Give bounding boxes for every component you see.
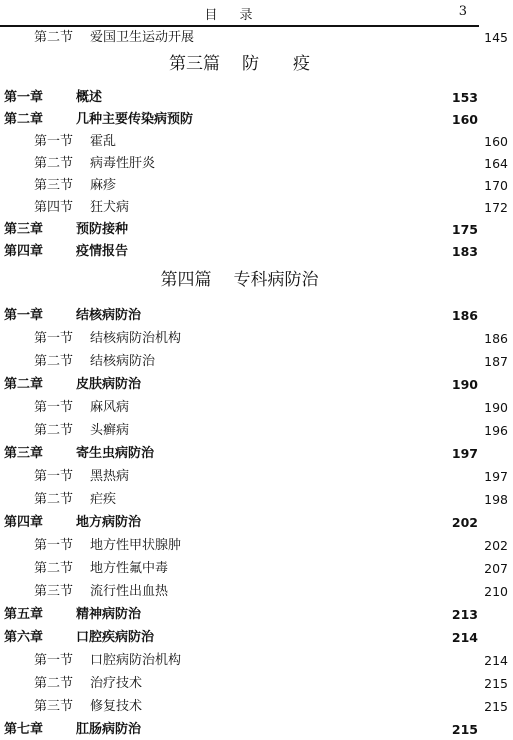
page-header xyxy=(0,0,479,28)
toc-chapter-entry[interactable] xyxy=(0,242,483,262)
toc-section-entry[interactable] xyxy=(0,467,513,487)
entry-title: 霍乱 xyxy=(90,134,117,149)
entry-number: 第二节 xyxy=(34,492,74,507)
toc-section-entry[interactable] xyxy=(0,398,513,418)
entry-page: 160 xyxy=(484,134,508,149)
toc-section-entry[interactable] xyxy=(0,559,513,579)
entry-number: 第一节 xyxy=(34,331,74,346)
toc-chapter-entry[interactable] xyxy=(0,444,483,464)
toc-section-entry[interactable] xyxy=(0,176,513,196)
entry-number: 第二章 xyxy=(4,112,44,127)
dot-leader xyxy=(130,242,450,262)
entry-title: 疫情报告 xyxy=(76,244,129,259)
entry-title: 头癣病 xyxy=(90,423,130,438)
entry-page: 196 xyxy=(484,423,508,438)
dot-leader xyxy=(131,198,482,218)
entry-title: 寄生虫病防治 xyxy=(76,446,155,461)
dot-leader xyxy=(131,421,482,441)
entry-title: 爱国卫生运动开展 xyxy=(90,30,195,45)
entry-page: 215 xyxy=(484,676,508,691)
entry-page: 197 xyxy=(451,446,478,461)
part-number: 第四篇 xyxy=(160,270,212,290)
entry-title: 预防接种 xyxy=(76,222,129,237)
toc-section-entry[interactable] xyxy=(0,697,513,717)
part-title: 防 疫 xyxy=(242,54,310,74)
dot-leader xyxy=(131,467,482,487)
entry-title: 修复技术 xyxy=(90,699,143,714)
dot-leader xyxy=(143,375,450,395)
entry-number: 第三节 xyxy=(34,584,74,599)
entry-number: 第一节 xyxy=(34,469,74,484)
entry-number: 第三节 xyxy=(34,699,74,714)
entry-number: 第一节 xyxy=(34,538,74,553)
entry-page: 164 xyxy=(484,156,508,171)
entry-title: 地方病防治 xyxy=(76,515,142,530)
entry-number: 第二节 xyxy=(34,561,74,576)
entry-page: 202 xyxy=(451,515,478,530)
toc-chapter-entry[interactable] xyxy=(0,375,483,395)
toc-section-entry[interactable] xyxy=(0,329,513,349)
dot-leader xyxy=(143,513,450,533)
dot-leader xyxy=(118,490,482,510)
entry-page: 183 xyxy=(451,244,478,259)
entry-title: 概述 xyxy=(76,90,103,105)
entry-number: 第二节 xyxy=(34,30,74,45)
entry-title: 流行性出血热 xyxy=(90,584,169,599)
dot-leader xyxy=(143,720,450,740)
dot-leader xyxy=(131,398,482,418)
toc-section-entry[interactable] xyxy=(0,352,513,372)
toc-section-entry[interactable] xyxy=(0,536,513,556)
dot-leader xyxy=(144,674,482,694)
entry-title: 麻风病 xyxy=(90,400,130,415)
entry-number: 第四节 xyxy=(34,200,74,215)
entry-title: 结核病防治机构 xyxy=(90,331,182,346)
entry-page: 214 xyxy=(484,653,508,668)
dot-leader xyxy=(196,28,482,48)
entry-number: 第二节 xyxy=(34,423,74,438)
entry-page: 214 xyxy=(451,630,478,645)
entry-number: 第一节 xyxy=(34,400,74,415)
entry-number: 第五章 xyxy=(4,607,44,622)
entry-number: 第三章 xyxy=(4,446,44,461)
toc-section-entry[interactable] xyxy=(0,154,513,174)
toc-section-entry[interactable] xyxy=(0,28,513,48)
part-heading xyxy=(0,266,479,294)
entry-page: 202 xyxy=(484,538,508,553)
entry-page: 186 xyxy=(451,308,478,323)
entry-title: 结核病防治 xyxy=(90,354,156,369)
entry-title: 病毒性肝炎 xyxy=(90,156,156,171)
dot-leader xyxy=(195,110,450,130)
dot-leader xyxy=(183,329,482,349)
toc-chapter-entry[interactable] xyxy=(0,720,483,740)
entry-title: 精神病防治 xyxy=(76,607,142,622)
entry-title: 麻疹 xyxy=(90,178,117,193)
entry-title: 地方性甲状腺肿 xyxy=(90,538,182,553)
dot-leader xyxy=(170,582,482,602)
entry-page: 160 xyxy=(451,112,478,127)
entry-page: 190 xyxy=(484,400,508,415)
toc-chapter-entry[interactable] xyxy=(0,628,483,648)
entry-number: 第一节 xyxy=(34,653,74,668)
dot-leader xyxy=(183,536,482,556)
entry-number: 第六章 xyxy=(4,630,44,645)
entry-page: 215 xyxy=(451,722,478,737)
entry-number: 第一章 xyxy=(4,90,44,105)
entry-page: 210 xyxy=(484,584,508,599)
dot-leader xyxy=(144,697,482,717)
toc-section-entry[interactable] xyxy=(0,490,513,510)
toc-chapter-entry[interactable] xyxy=(0,306,483,326)
dot-leader xyxy=(118,176,482,196)
entry-title: 皮肤病防治 xyxy=(76,377,142,392)
entry-page: 175 xyxy=(451,222,478,237)
entry-page: 215 xyxy=(484,699,508,714)
entry-page: 207 xyxy=(484,561,508,576)
entry-number: 第二节 xyxy=(34,156,74,171)
toc-section-entry[interactable] xyxy=(0,421,513,441)
toc-chapter-entry[interactable] xyxy=(0,220,483,240)
dot-leader xyxy=(183,651,482,671)
entry-number: 第三节 xyxy=(34,178,74,193)
toc-section-entry[interactable] xyxy=(0,132,513,152)
entry-title: 几种主要传染病预防 xyxy=(76,112,194,127)
entry-number: 第四章 xyxy=(4,515,44,530)
entry-title: 口腔病防治机构 xyxy=(90,653,182,668)
entry-page: 198 xyxy=(484,492,508,507)
toc-chapter-entry[interactable] xyxy=(0,513,483,533)
toc-section-entry[interactable] xyxy=(0,651,513,671)
entry-title: 口腔疾病防治 xyxy=(76,630,155,645)
entry-page: 153 xyxy=(451,90,478,105)
entry-page: 186 xyxy=(484,331,508,346)
dot-leader xyxy=(143,605,450,625)
entry-page: 197 xyxy=(484,469,508,484)
entry-number: 第一节 xyxy=(34,134,74,149)
entry-title: 黑热病 xyxy=(90,469,130,484)
entry-title: 肛肠病防治 xyxy=(76,722,142,737)
entry-number: 第二节 xyxy=(34,354,74,369)
entry-page: 145 xyxy=(484,30,508,45)
entry-number: 第四章 xyxy=(4,244,44,259)
entry-page: 172 xyxy=(484,200,508,215)
dot-leader xyxy=(157,154,482,174)
part-number: 第三篇 xyxy=(169,54,220,74)
entry-title: 治疗技术 xyxy=(90,676,143,691)
entry-title: 疟疾 xyxy=(90,492,117,507)
entry-number: 第一章 xyxy=(4,308,44,323)
toc-section-entry[interactable] xyxy=(0,674,513,694)
toc-chapter-entry[interactable] xyxy=(0,110,483,130)
entry-title: 狂犬病 xyxy=(90,200,130,215)
entry-number: 第七章 xyxy=(4,722,44,737)
part-heading xyxy=(0,50,479,78)
dot-leader xyxy=(157,352,482,372)
dot-leader xyxy=(118,132,482,152)
toc-section-entry[interactable] xyxy=(0,582,513,602)
entry-title: 结核病防治 xyxy=(76,308,142,323)
running-title: 目录 xyxy=(204,8,275,23)
dot-leader xyxy=(104,88,450,108)
entry-title: 地方性氟中毒 xyxy=(90,561,169,576)
entry-page: 187 xyxy=(484,354,508,369)
dot-leader xyxy=(143,306,450,326)
dot-leader xyxy=(156,628,450,648)
toc-section-entry[interactable] xyxy=(0,198,513,218)
part-title: 专科病防治 xyxy=(233,270,319,290)
dot-leader xyxy=(130,220,450,240)
dot-leader xyxy=(156,444,450,464)
dot-leader xyxy=(170,559,482,579)
entry-page: 170 xyxy=(484,178,508,193)
entry-number: 第三章 xyxy=(4,222,44,237)
header-rule xyxy=(0,25,479,27)
page-number: 3 xyxy=(458,4,467,19)
entry-number: 第二节 xyxy=(34,676,74,691)
entry-page: 213 xyxy=(451,607,478,622)
toc-chapter-entry[interactable] xyxy=(0,605,483,625)
entry-page: 190 xyxy=(451,377,478,392)
toc-chapter-entry[interactable] xyxy=(0,88,483,108)
entry-number: 第二章 xyxy=(4,377,44,392)
